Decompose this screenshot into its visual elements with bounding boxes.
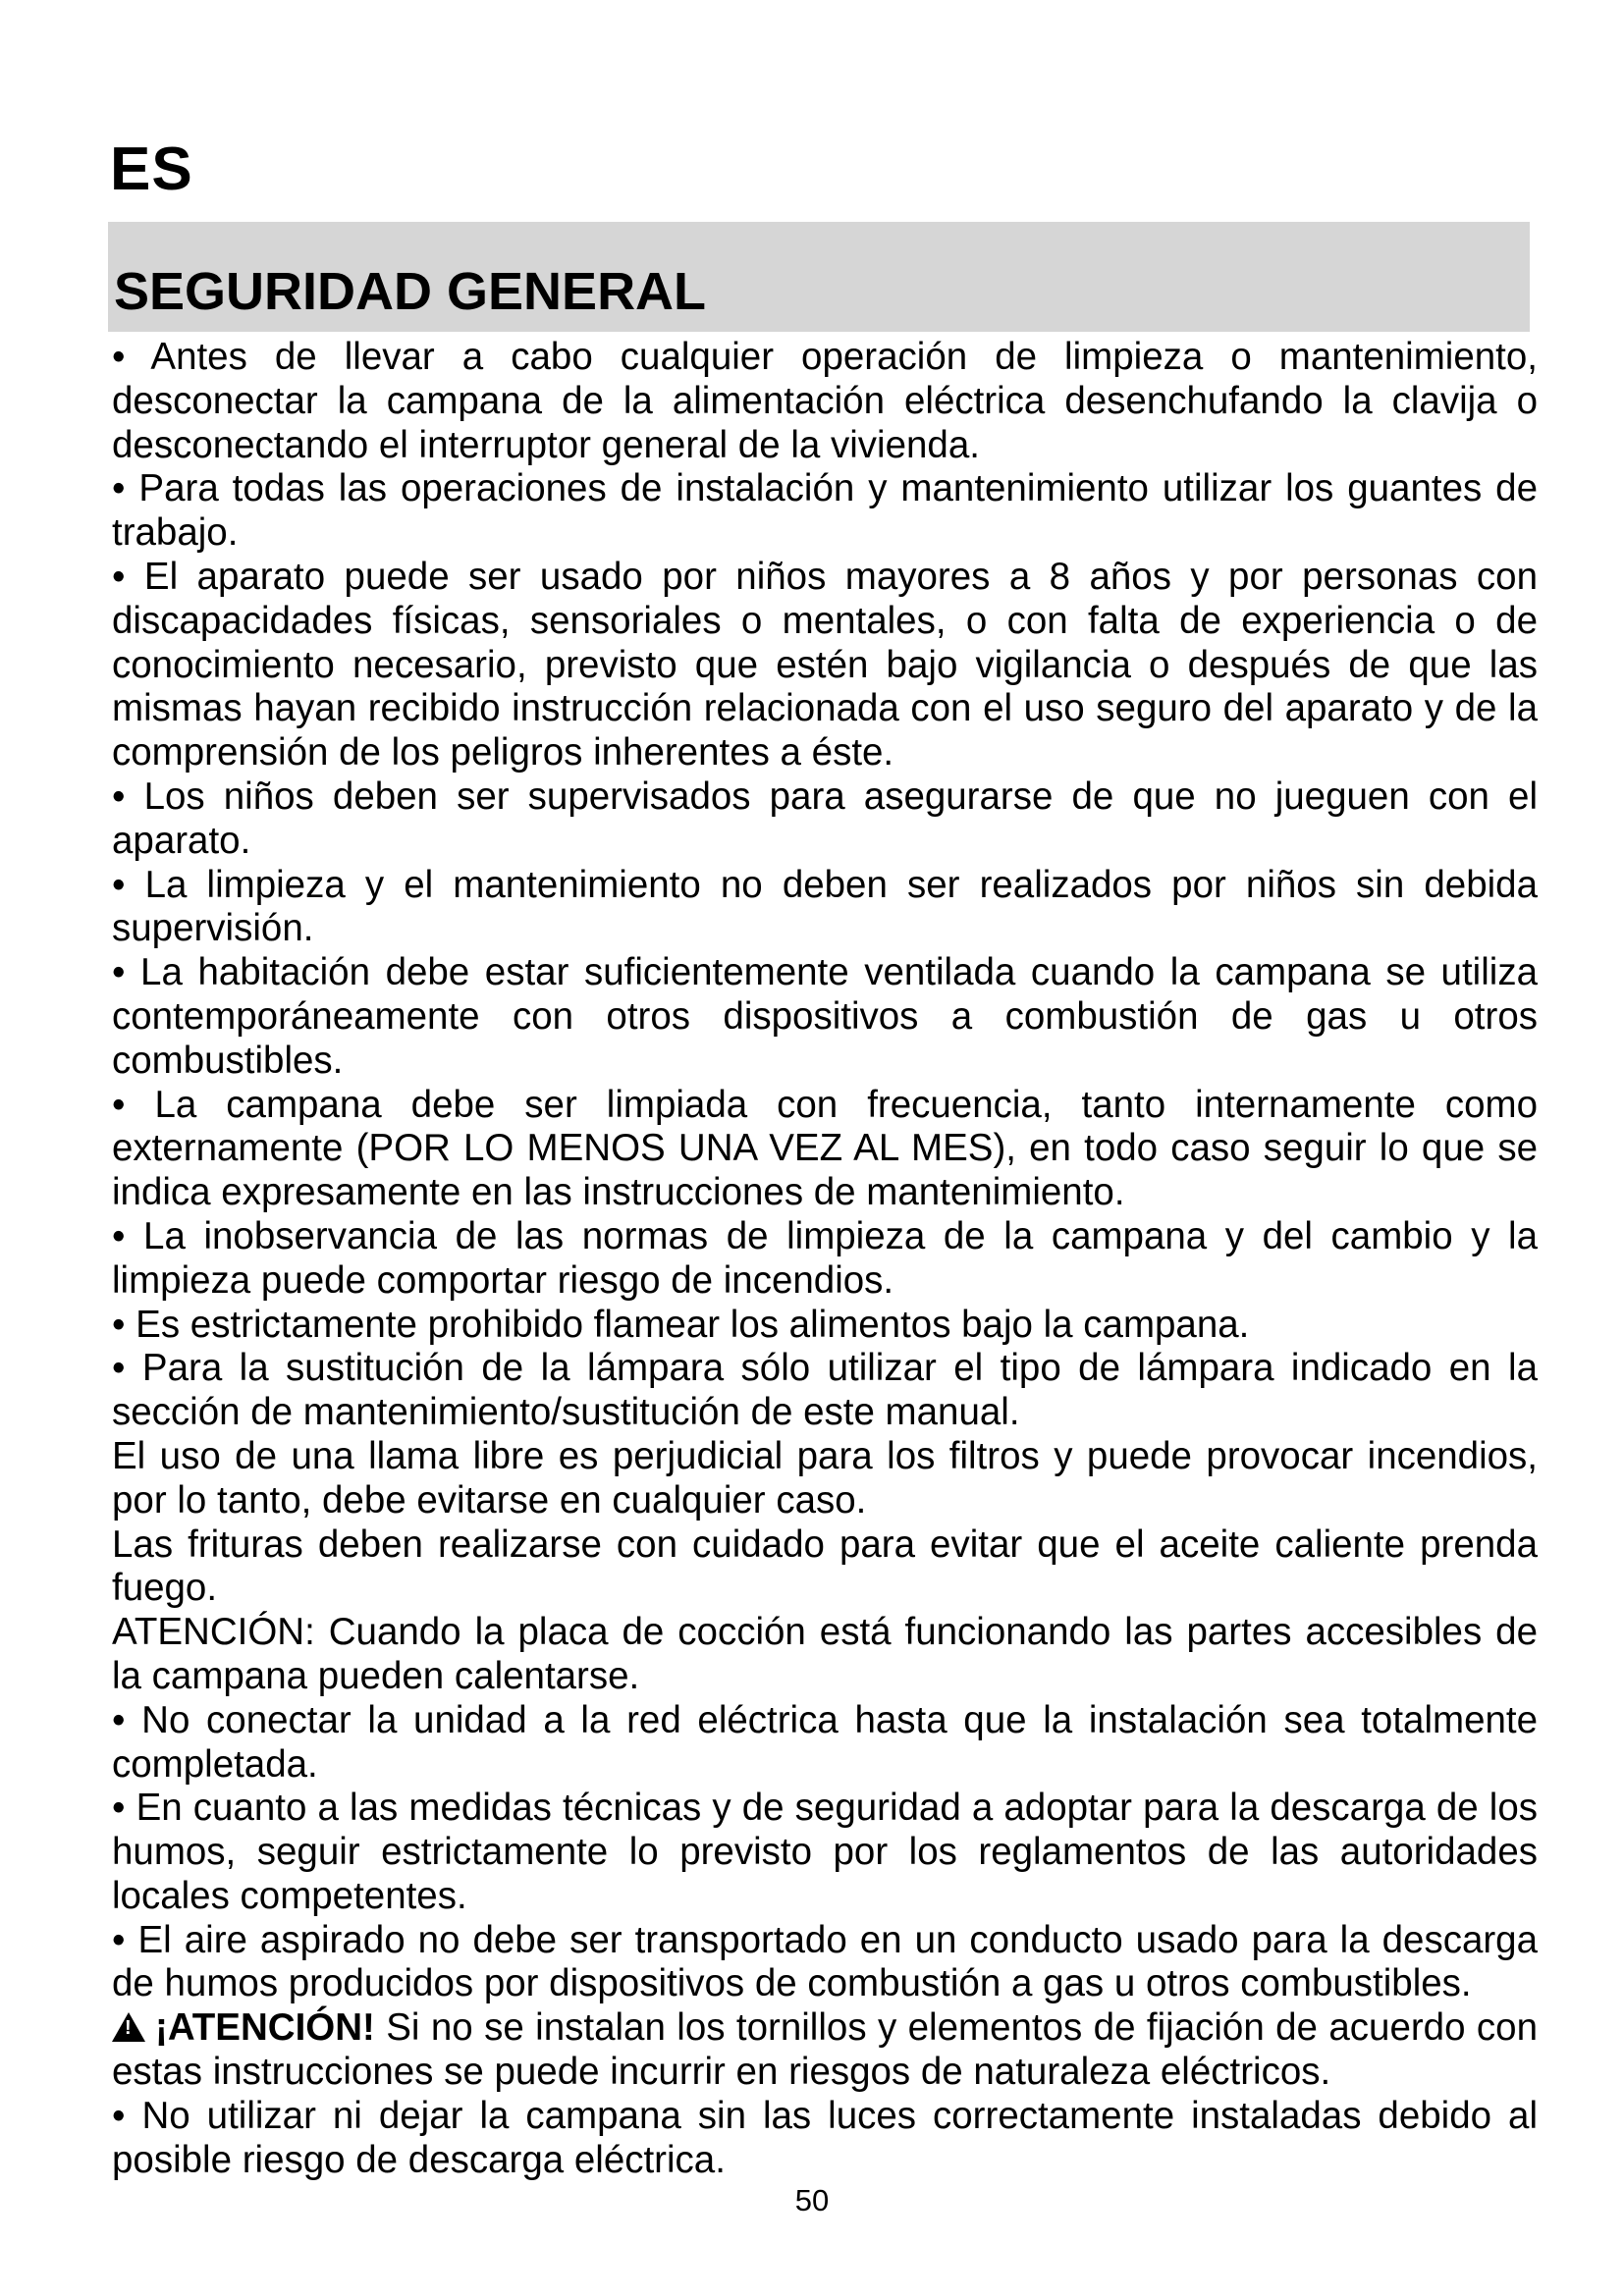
warning-triangle-icon <box>112 2012 145 2042</box>
warning-paragraph <box>112 2006 1538 2095</box>
page-number: 50 <box>794 2183 830 2217</box>
paragraph: • No conectar la unidad a la red eléctrica hasta que la instalación sea totalmente completada. <box>112 1698 1538 1786</box>
paragraph: • Antes de llevar a cabo cualquier operación de limpieza o mantenimiento, desconectar la campana de la alimentación eléctrica desenchufando la clavija o desconectando el interruptor general de la vivienda. <box>112 336 1538 466</box>
paragraph: • Para todas las operaciones de instalación y mantenimiento utilizar los guantes de trabajo. <box>112 467 1538 555</box>
paragraph: • Es estrictamente prohibido flamear los alimentos bajo la campana. <box>112 1303 1250 1346</box>
paragraph: • No utilizar ni dejar la campana sin las luces correctamente instaladas debido al posible riesgo de descarga eléctrica. <box>112 2094 1538 2181</box>
warning-text: Si no se instalan los tornillos y elementos de fijación de acuerdo con estas instrucciones se puede incurrir en riesgos de naturaleza eléctricos. <box>112 2006 1538 2094</box>
section-title: SEGURIDAD GENERAL <box>114 262 707 321</box>
paragraph: ATENCIÓN: Cuando la placa de cocción está funcionando las partes accesibles de la campana pueden calentarse. <box>112 1611 1538 1697</box>
paragraph: • El aire aspirado no debe ser transportado en un conducto usado para la descarga de humos producidos por dispositivos de combustión a gas u otros combustibles. <box>112 1918 1538 2005</box>
paragraph: • El aparato puede ser usado por niños mayores a 8 años y por personas con discapacidades físicas, sensoriales o mentales, o con falta de experiencia o de conocimiento necesario, previsto que estén bajo vigilancia o después de que las mismas hayan recibido instrucción relacionada con el uso seguro del aparato y de la comprensión de los peligros inherentes a éste. <box>112 555 1538 774</box>
paragraph: • La campana debe ser limpiada con frecuencia, tanto internamente como externamente (POR LO MENOS UNA VEZ AL MES), en todo caso seguir lo que se indica expresamente en las instrucciones de mantenimiento. <box>112 1083 1538 1214</box>
paragraph: El uso de una llama libre es perjudicial para los filtros y puede provocar incendios, por lo tanto, debe evitarse en cualquier caso. <box>112 1434 1538 1522</box>
language-code: ES <box>110 135 193 203</box>
paragraph: • La limpieza y el mantenimiento no deben ser realizados por niños sin debida supervisión. <box>112 863 1538 950</box>
paragraph: • Para la sustitución de la lámpara sólo utilizar el tipo de lámpara indicado en la sección de mantenimiento/sustitución de este manual. <box>112 1347 1538 1434</box>
paragraph: • La habitación debe estar suficientemente ventilada cuando la campana se utiliza contemporáneamente con otros dispositivos a combustión de gas u otros combustibles. <box>112 951 1538 1082</box>
paragraph: • La inobservancia de las normas de limpieza de la campana y del cambio y la limpieza puede comportar riesgo de incendios. <box>112 1214 1538 1302</box>
warning-label: ¡ATENCIÓN! <box>155 2006 375 2050</box>
safety-text <box>112 336 1538 2182</box>
paragraph: Las frituras deben realizarse con cuidado para evitar que el aceite caliente prenda fuego. <box>112 1522 1538 1610</box>
paragraph: • Los niños deben ser supervisados para asegurarse de que no jueguen con el aparato. <box>112 774 1538 862</box>
paragraph: • En cuanto a las medidas técnicas y de seguridad a adoptar para la descarga de los humos, seguir estrictamente lo previsto por los reglamentos de las autoridades locales competentes. <box>112 1787 1538 1917</box>
